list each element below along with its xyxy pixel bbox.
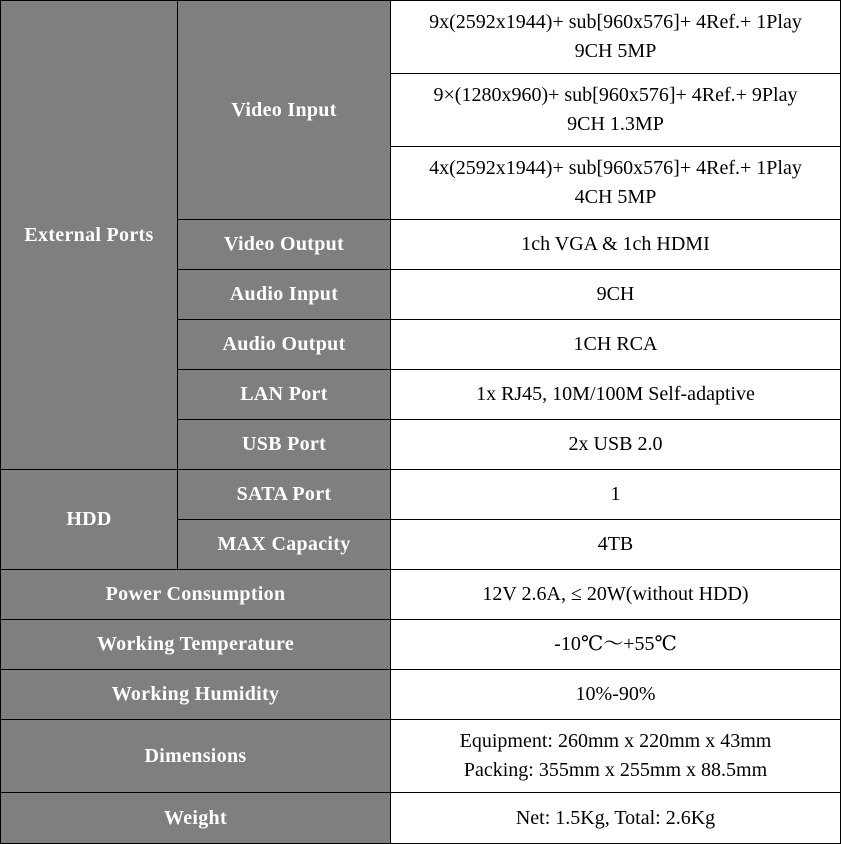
video-input-option-3-line2: 4CH 5MP xyxy=(574,186,657,208)
external-ports-label: External Ports xyxy=(1,1,178,470)
power-consumption-value: 12V 2.6A, ≤ 20W(without HDD) xyxy=(391,570,841,620)
usb-port-label: USB Port xyxy=(178,420,391,470)
power-consumption-label: Power Consumption xyxy=(1,570,391,620)
video-input-option-2 xyxy=(391,74,841,147)
table-row xyxy=(1,470,841,520)
table-row xyxy=(1,1,841,74)
video-output-label: Video Output xyxy=(178,220,391,270)
video-input-label: Video Input xyxy=(178,1,391,220)
lan-port-label: LAN Port xyxy=(178,370,391,420)
max-capacity-label: MAX Capacity xyxy=(178,520,391,570)
dimensions-equipment: Equipment: 260mm x 220mm x 43mm xyxy=(459,730,772,752)
audio-output-label: Audio Output xyxy=(178,320,391,370)
weight-value: Net: 1.5Kg, Total: 2.6Kg xyxy=(391,793,841,844)
dimensions-label: Dimensions xyxy=(1,720,391,793)
table-row xyxy=(1,670,841,720)
hdd-label: HDD xyxy=(1,470,178,570)
video-input-option-1 xyxy=(391,1,841,74)
working-humidity-value: 10%-90% xyxy=(391,670,841,720)
weight-label: Weight xyxy=(1,793,391,844)
video-input-option-1-line1: 9x(2592x1944)+ sub[960x576]+ 4Ref.+ 1Play xyxy=(429,11,802,33)
sata-port-value: 1 xyxy=(391,470,841,520)
audio-input-value: 9CH xyxy=(391,270,841,320)
table-row xyxy=(1,720,841,793)
video-input-option-3-line1: 4x(2592x1944)+ sub[960x576]+ 4Ref.+ 1Play xyxy=(429,157,802,179)
audio-input-label: Audio Input xyxy=(178,270,391,320)
video-input-option-3 xyxy=(391,147,841,220)
table-row xyxy=(1,620,841,670)
table-row xyxy=(1,570,841,620)
video-output-value: 1ch VGA & 1ch HDMI xyxy=(391,220,841,270)
working-humidity-label: Working Humidity xyxy=(1,670,391,720)
audio-output-value: 1CH RCA xyxy=(391,320,841,370)
dimensions-packing: Packing: 355mm x 255mm x 88.5mm xyxy=(463,759,768,781)
working-temperature-value: -10℃～+55℃ xyxy=(391,620,841,670)
sata-port-label: SATA Port xyxy=(178,470,391,520)
working-temperature-label: Working Temperature xyxy=(1,620,391,670)
video-input-option-2-line1: 9×(1280x960)+ sub[960x576]+ 4Ref.+ 9Play xyxy=(433,84,798,106)
max-capacity-value: 4TB xyxy=(391,520,841,570)
table-row xyxy=(1,793,841,844)
video-input-option-2-line2: 9CH 1.3MP xyxy=(567,113,664,135)
usb-port-value: 2x USB 2.0 xyxy=(391,420,841,470)
dimensions-value xyxy=(391,720,841,793)
lan-port-value: 1x RJ45, 10M/100M Self-adaptive xyxy=(391,370,841,420)
video-input-option-1-line2: 9CH 5MP xyxy=(574,40,657,62)
